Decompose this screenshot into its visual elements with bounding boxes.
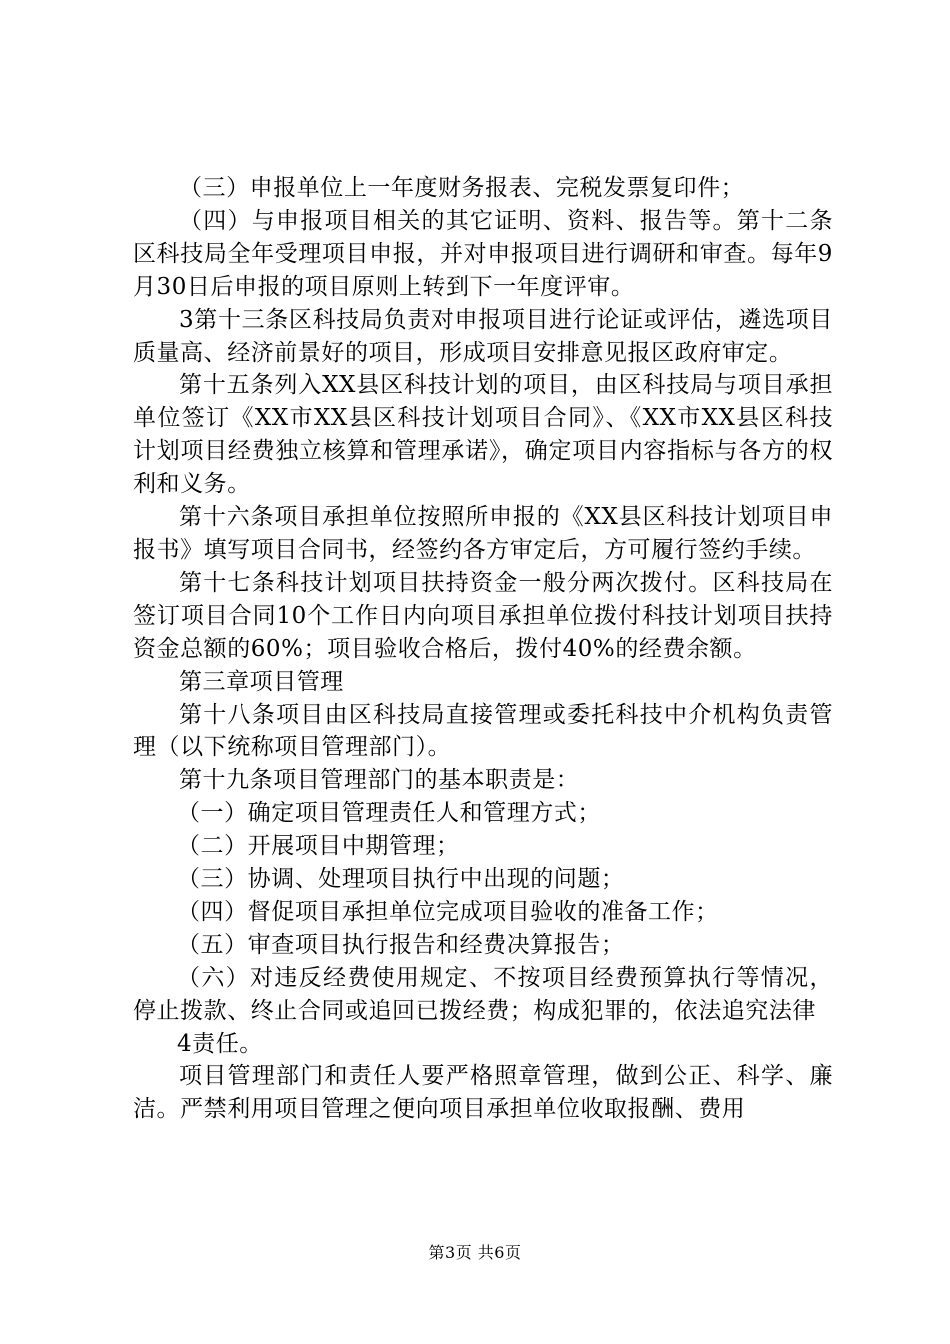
- paragraph-article-18: 第十八条项目由区科技局直接管理或委托科技中介机构负责管理（以下统称项目管理部门）。: [133, 701, 833, 761]
- page-number-footer: 第3页 共6页: [428, 1243, 522, 1262]
- list-item-duty-6: （六）对违反经费使用规定、不按项目经费预算执行等情况，停止拨款、终止合同或追回已拨经费；构成犯罪的，依法追究法律: [133, 964, 833, 1024]
- paragraph-article-17: 第十七条科技计划项目扶持资金一般分两次拨付。区科技局在签订项目合同10个工作日内向项目承担单位拨付科技计划项目扶持资金总额的60%；项目验收合格后，拨付40%的经费余额。: [133, 569, 833, 662]
- list-item-duty-4: （四）督促项目承担单位完成项目验收的准备工作；: [177, 898, 719, 925]
- list-item-duty-5: （五）审查项目执行报告和经费决算报告；: [177, 931, 625, 958]
- paragraph-item-3-financial: （三）申报单位上一年度财务报表、完税发票复印件；: [179, 175, 745, 201]
- paragraph-article-16: 第十六条项目承担单位按照所申报的《XX县区科技计划项目申报书》填写项目合同书，经签约各方审定后，方可履行签约手续。: [133, 504, 833, 563]
- chapter-heading: 第三章项目管理: [179, 668, 344, 695]
- paragraph-article-15: 第十五条列入XX县区科技计划的项目，由区科技局与项目承担单位签订《XX市XX县区科技计划项目合同》、《XX市XX县区科技计划项目经费独立核算和管理承诺》，确定项目内容指标与各方的权利和义务。: [133, 372, 833, 498]
- list-item-duty-1: （一）确定项目管理责任人和管理方式；: [177, 800, 601, 827]
- document-body: [133, 172, 833, 1126]
- paragraph-management-discipline: 项目管理部门和责任人要严格照章管理，做到公正、科学、廉洁。严禁利用项目管理之便向项目承担单位收取报酬、费用: [133, 1063, 833, 1123]
- paragraph-article-13: 3第十三条区科技局负责对申报项目进行论证或评估，遴选项目质量高、经济前景好的项目，形成项目安排意见报区政府审定。: [133, 306, 833, 366]
- paragraph-item-4-article-12: （四）与申报项目相关的其它证明、资料、报告等。第十二条区科技局全年受理项目申报，并对申报项目进行调研和审查。每年9月30日后申报的项目原则上转到下一年度评审。: [133, 207, 833, 300]
- paragraph-liability: 4责任。: [177, 1030, 263, 1057]
- list-item-duty-3: （三）协调、处理项目执行中出现的问题；: [177, 866, 625, 893]
- paragraph-article-19: 第十九条项目管理部门的基本职责是：: [179, 767, 580, 794]
- list-item-duty-2: （二）开展项目中期管理；: [177, 833, 460, 860]
